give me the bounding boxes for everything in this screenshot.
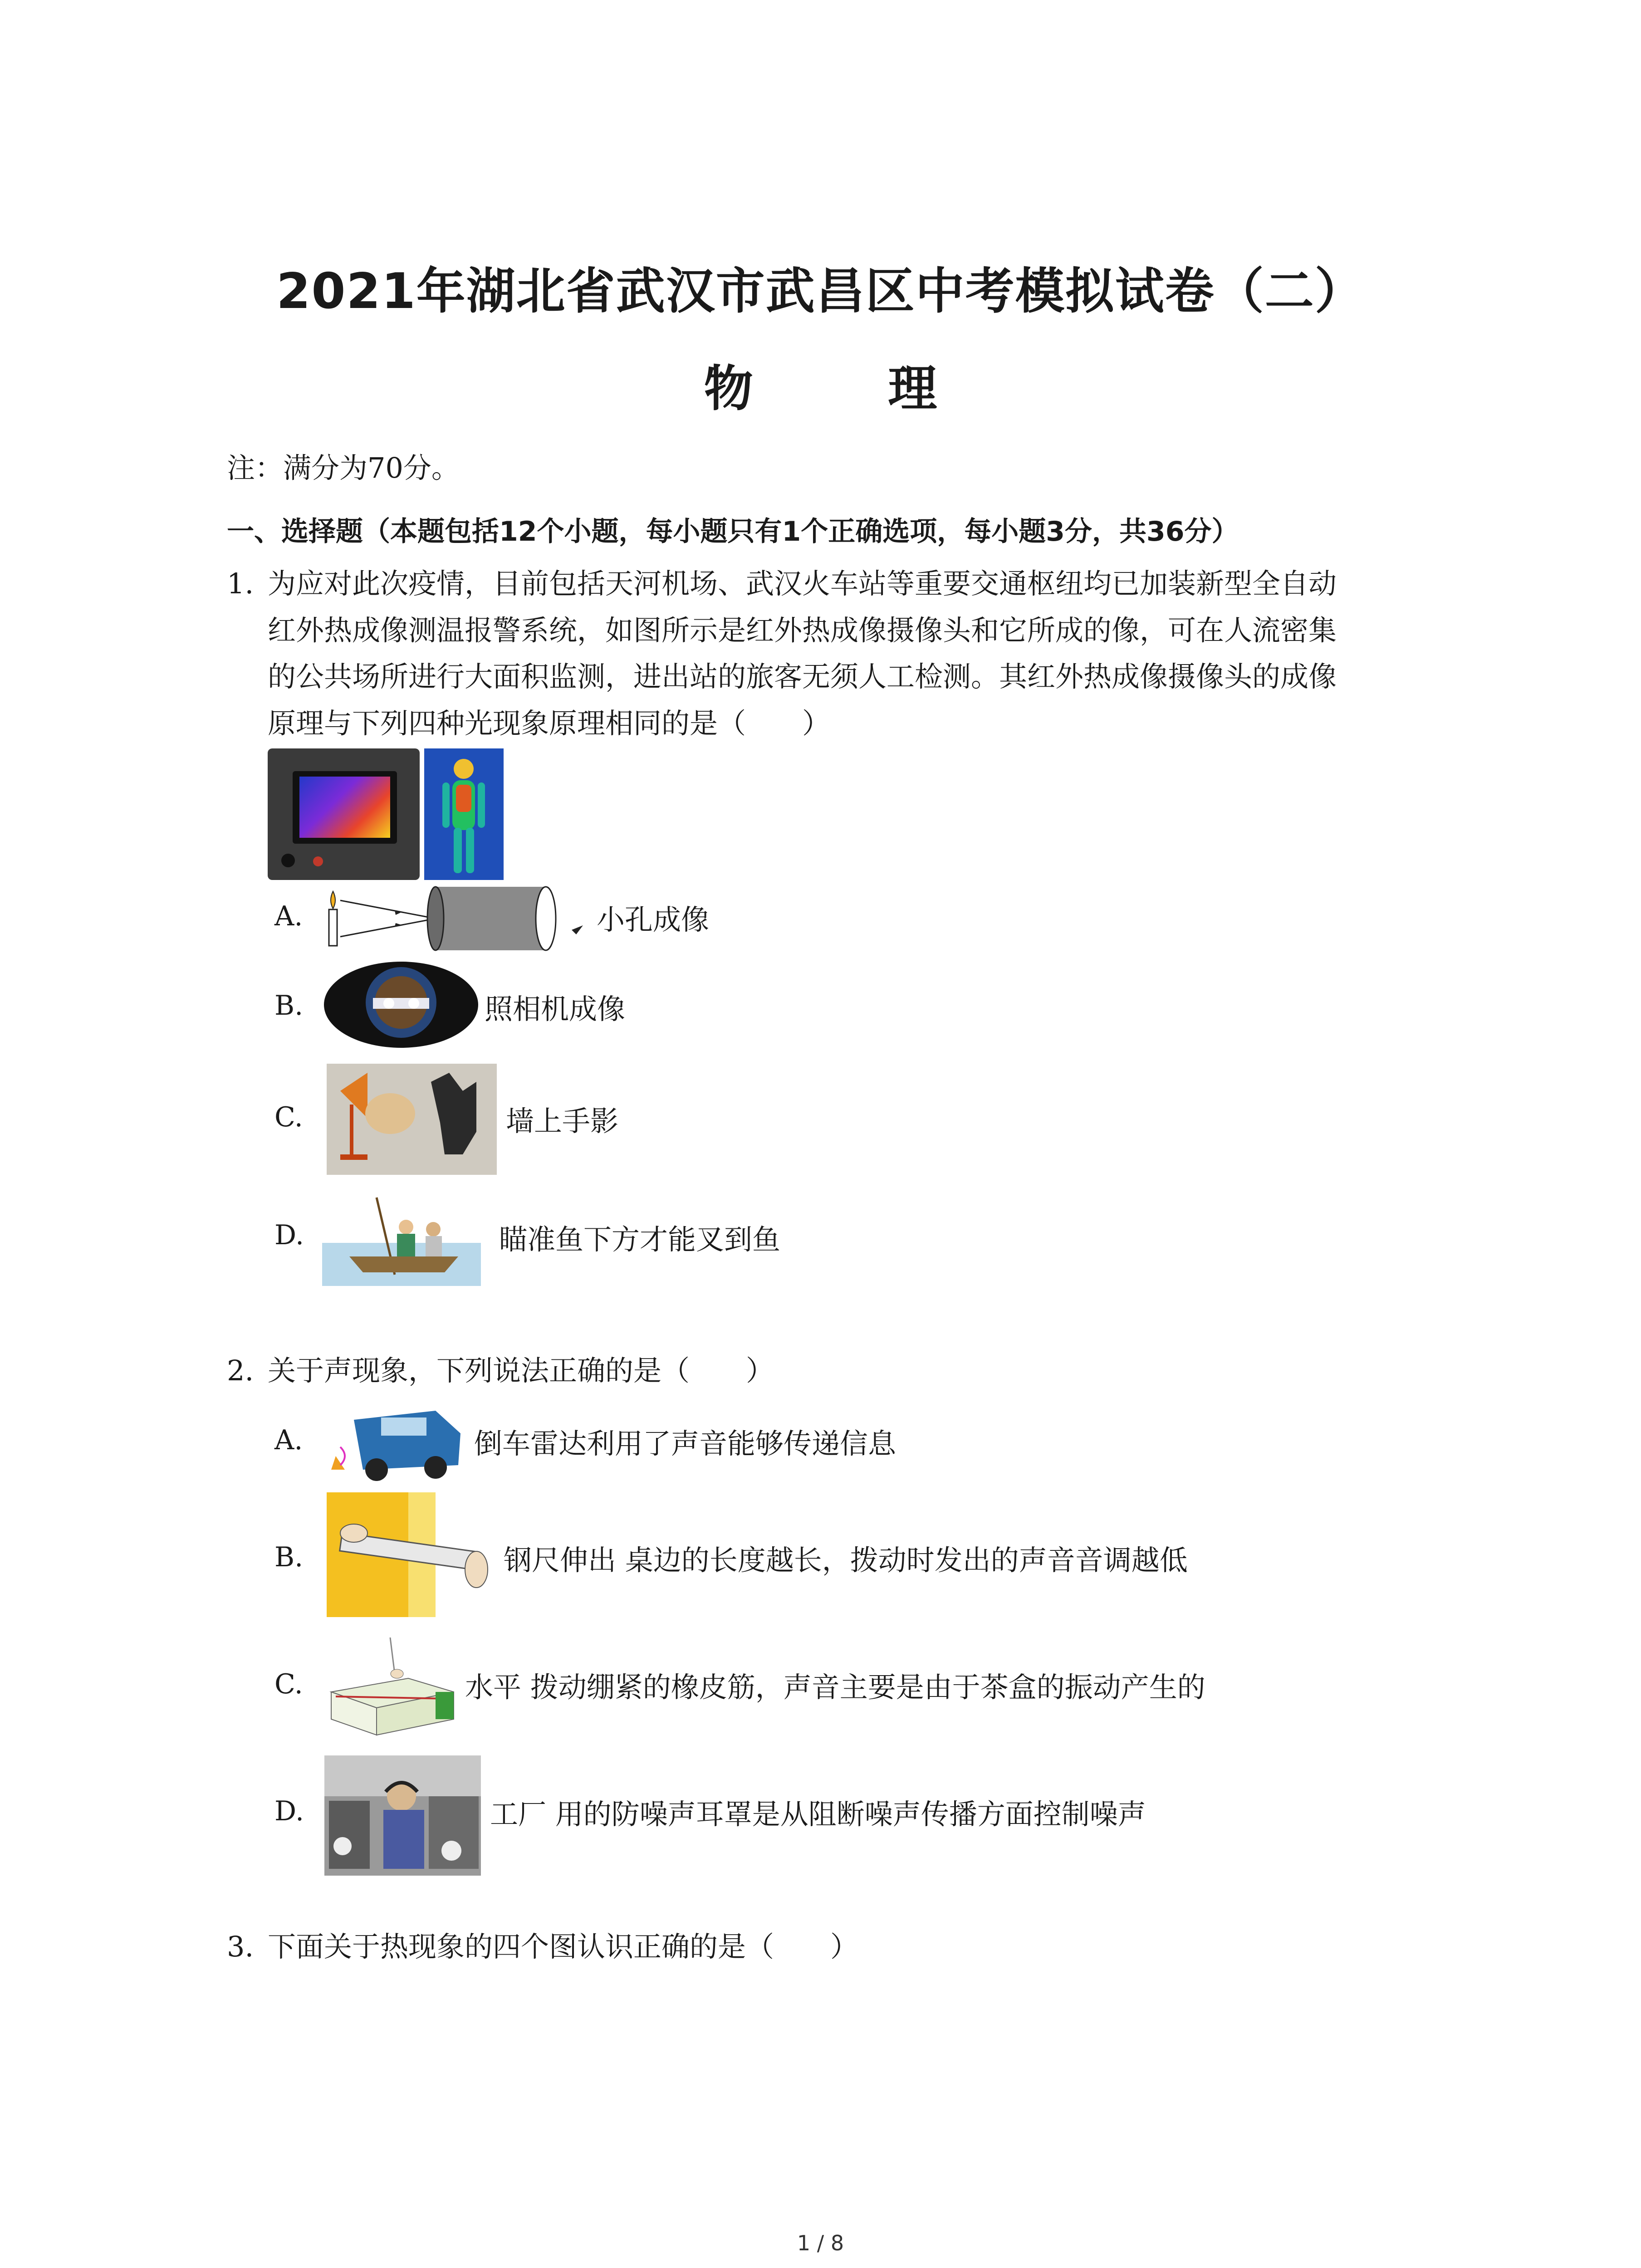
option-text: 倒车雷达利用了声音能够传递信息 [474,1427,896,1460]
option-letter: D. [274,1795,304,1827]
question-1-line: 的公共场所进行大面积监测，进出站的旅客无须人工检测。其红外热成像摄像头的成像 [268,660,1337,693]
option-text: 工厂 用的防噪声耳罩是从阻断噪声传播方面控制噪声 [490,1798,1146,1831]
reverse-radar-car-image [327,1402,463,1481]
rubber-band-box-image [327,1624,458,1742]
pinhole-camera-diagram [322,882,594,955]
question-number: 1. [227,567,254,600]
option-letter: D. [274,1219,304,1251]
option-letter: C. [274,1101,303,1133]
fishing-image [322,1188,481,1286]
question-3-stem: 下面关于热现象的四个图认识正确的是（ ） [268,1930,859,1963]
option-letter: C. [274,1668,303,1700]
page-title: 2021年湖北省武汉市武昌区中考模拟试卷（二） [276,263,1365,320]
option-letter: B. [274,1541,304,1573]
steel-ruler-image [327,1492,497,1617]
page-number: 1 / 8 [797,2231,844,2255]
thermal-body-image [424,748,504,880]
option-text: 瞄准鱼下方才能叉到鱼 [499,1223,781,1256]
thermal-camera-image [268,748,420,880]
section-heading: 一、选择题（本题包括12个小题，每小题只有1个正确选项，每小题3分，共36分） [227,516,1239,547]
subject-title: 物 理 [704,361,996,417]
option-letter: A. [274,900,303,932]
score-note: 注：满分为70分。 [227,451,460,484]
question-number: 3. [227,1930,254,1963]
option-text: 钢尺伸出 桌边的长度越长，拨动时发出的声音音调越低 [504,1544,1188,1577]
option-letter: A. [274,1424,303,1456]
option-letter: B. [274,990,304,1022]
question-1-line: 红外热成像测温报警系统，如图所示是红外热成像摄像头和它所成的像，可在人流密集 [268,614,1337,647]
question-number: 2. [227,1354,254,1387]
question-1-line: 为应对此次疫情，目前包括天河机场、武汉火车站等重要交通枢纽均已加装新型全自动 [268,567,1337,600]
factory-worker-image [324,1755,481,1876]
option-text: 水平 拨动绷紧的橡皮筋，声音主要是由于茶盒的振动产生的 [465,1671,1205,1704]
option-text: 照相机成像 [485,992,626,1026]
question-1-line: 原理与下列四种光现象原理相同的是（ ） [268,707,831,740]
option-text: 墙上手影 [506,1105,619,1138]
camera-image [323,959,480,1050]
hand-shadow-image [327,1064,497,1175]
question-2-stem: 关于声现象，下列说法正确的是（ ） [268,1354,774,1387]
option-text: 小孔成像 [597,903,710,936]
